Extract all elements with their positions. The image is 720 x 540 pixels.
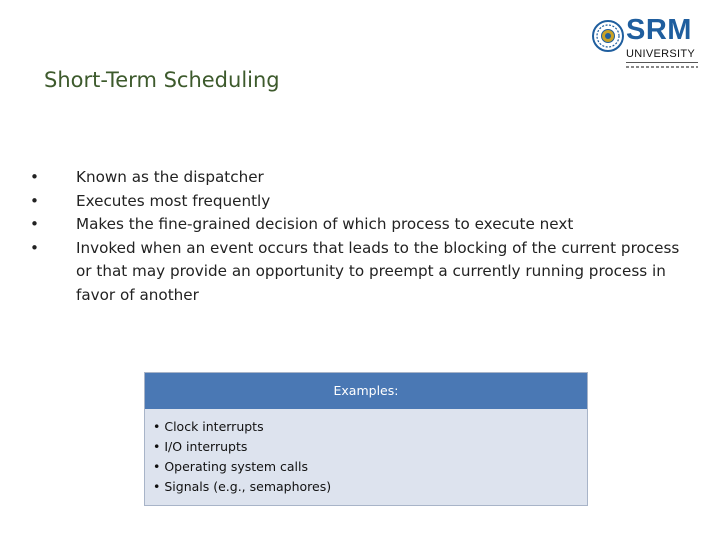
bullet-text: Makes the fine-grained decision of which process to execute next (76, 215, 574, 233)
slide-title: Short-Term Scheduling (44, 68, 280, 92)
bullet-text: Known as the dispatcher (76, 168, 264, 186)
bullet-item (30, 237, 680, 308)
bullet-text: Invoked when an event occurs that leads to the blocking of the current process or that may provide an opportunity to preempt a currently running process in favor of another (76, 238, 680, 304)
example-item: • Operating system calls (153, 459, 308, 474)
bullet-text: Executes most frequently (76, 191, 271, 210)
example-item: • I/O interrupts (153, 439, 248, 454)
example-item: • Clock interrupts (153, 419, 264, 434)
bullet-dot: • (30, 191, 39, 210)
bullet-item (30, 166, 680, 190)
examples-list (145, 409, 587, 497)
example-item: • Signals (e.g., semaphores) (153, 479, 332, 494)
bullet-dot: • (30, 215, 39, 233)
university-seal-icon (592, 20, 624, 52)
bullet-dot: • (30, 168, 39, 186)
logo-tagline-graphic (626, 66, 698, 68)
bullet-list (30, 166, 680, 307)
examples-box (144, 372, 588, 506)
srm-university-logo (592, 14, 702, 74)
logo-subtitle: UNIVERSITY (626, 48, 696, 60)
bullet-item (30, 213, 680, 237)
bullet-item (30, 190, 680, 214)
logo-wordmark: SRM (626, 14, 692, 46)
logo-rule (626, 62, 698, 63)
bullet-dot: • (30, 238, 39, 257)
examples-header: Examples: (145, 373, 587, 409)
